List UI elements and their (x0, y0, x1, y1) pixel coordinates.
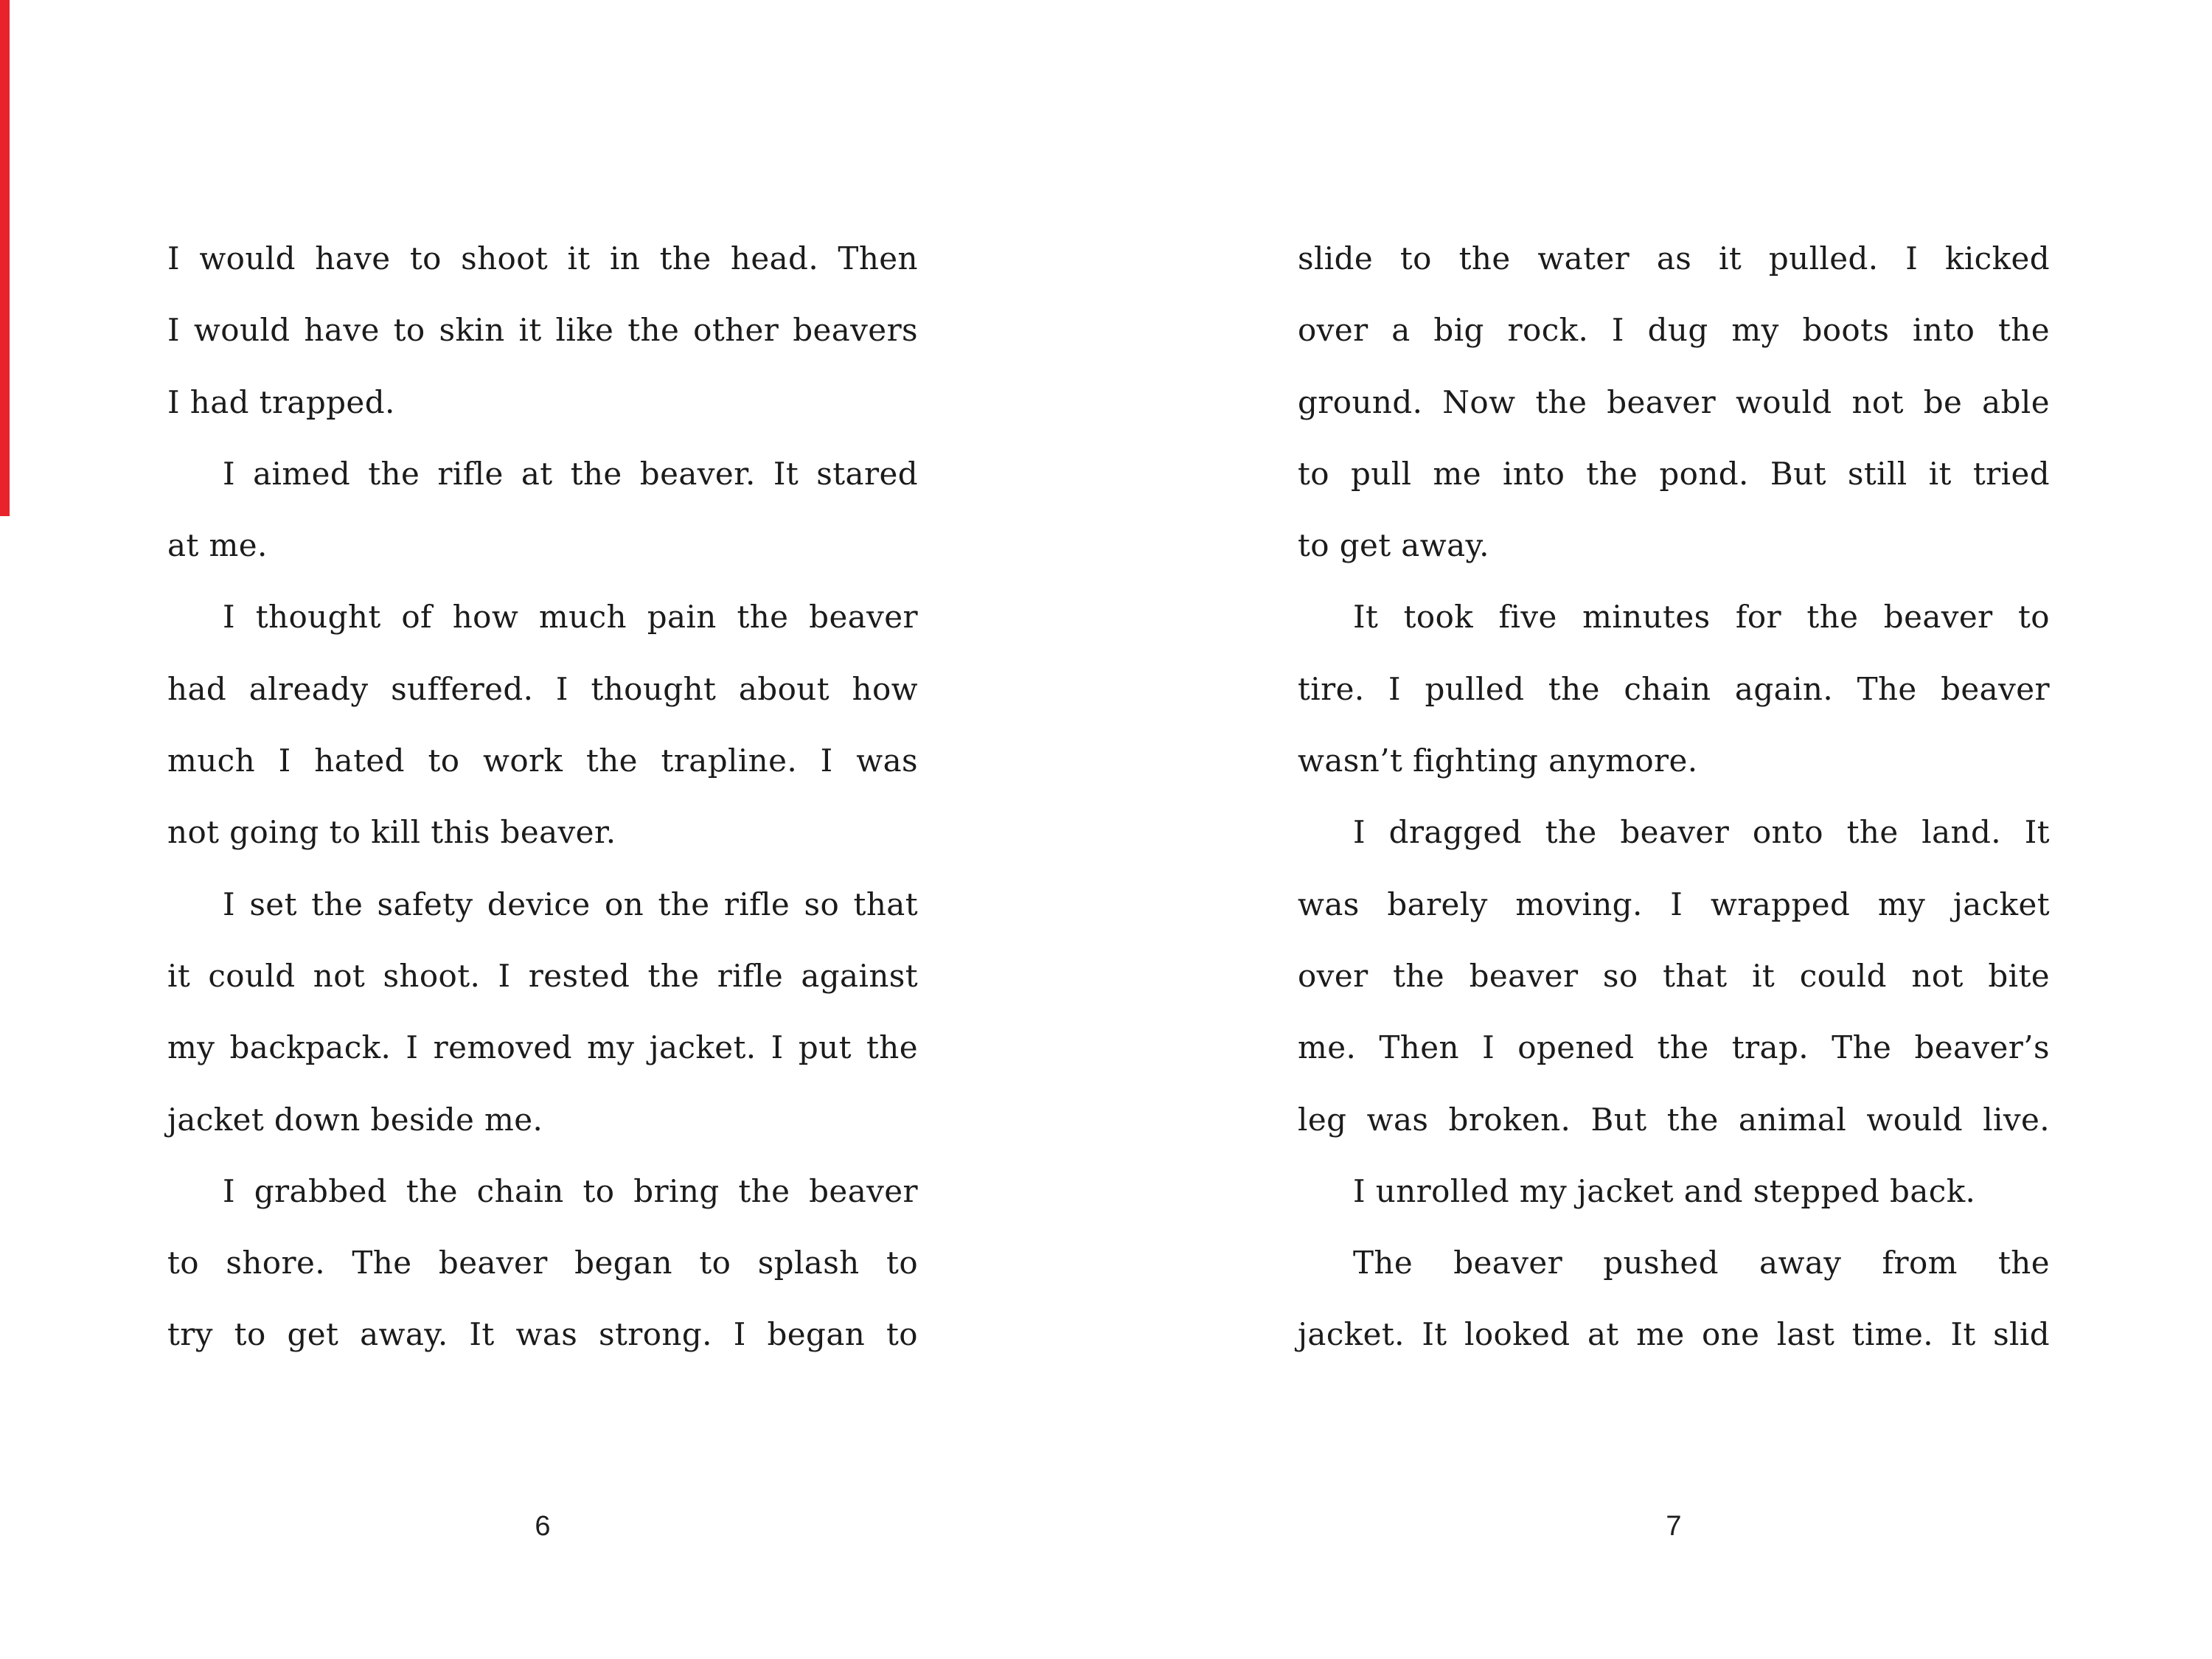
text-line: at me. (167, 527, 268, 564)
text-line: had already suffered. I thought about how (167, 670, 918, 707)
page-left (167, 223, 918, 1542)
text-line: my backpack. I removed my jacket. I put the (167, 1029, 918, 1066)
accent-stripe (0, 0, 10, 516)
left-page-text (167, 223, 918, 1371)
text-line: not going to kill this beaver. (167, 814, 616, 851)
text-line: try to get away. It was strong. I began to (167, 1316, 918, 1353)
text-line: tire. I pulled the chain again. The beaver (1298, 670, 2050, 707)
text-line: leg was broken. But the animal would live. (1298, 1101, 2050, 1138)
text-line: I grabbed the chain to bring the beaver (223, 1172, 918, 1209)
left-page-number: 6 (535, 1511, 551, 1542)
right-page-number: 7 (1666, 1511, 1682, 1542)
text-line: I aimed the rifle at the beaver. It stared (223, 455, 918, 492)
page-right (1298, 223, 2050, 1542)
text-line: wasn’t fighting anymore. (1298, 742, 1698, 779)
text-line: I dragged the beaver onto the land. It (1353, 814, 2050, 851)
text-line: was barely moving. I wrapped my jacket (1298, 886, 2050, 922)
text-line: The beaver pushed away from the (1353, 1245, 2050, 1281)
text-line: slide to the water as it pulled. I kicked (1298, 240, 2050, 276)
text-line: ground. Now the beaver would not be able (1298, 383, 2050, 420)
text-line: over a big rock. I dug my boots into the (1298, 312, 2050, 349)
text-line: jacket down beside me. (167, 1101, 543, 1138)
text-line: over the beaver so that it could not bite (1298, 957, 2050, 994)
text-line: It took five minutes for the beaver to (1353, 599, 2050, 636)
text-line: to pull me into the pond. But still it tried (1298, 455, 2050, 492)
text-line: I thought of how much pain the beaver (223, 599, 918, 636)
right-page-text (1298, 223, 2050, 1371)
text-line: me. Then I opened the trap. The beaver’s (1298, 1029, 2050, 1066)
text-line: I unrolled my jacket and stepped back. (1353, 1172, 1976, 1209)
text-line: I had trapped. (167, 383, 395, 420)
text-line: it could not shoot. I rested the rifle against (167, 957, 918, 994)
text-line: much I hated to work the trapline. I was (167, 742, 918, 779)
text-line: to shore. The beaver began to splash to (167, 1245, 918, 1281)
text-line: I would have to shoot it in the head. Then (167, 240, 918, 276)
text-line: I would have to skin it like the other beavers (167, 312, 918, 349)
text-line: jacket. It looked at me one last time. It slid (1298, 1316, 2050, 1353)
text-line: I set the safety device on the rifle so that (223, 886, 918, 922)
text-line: to get away. (1298, 527, 1489, 564)
